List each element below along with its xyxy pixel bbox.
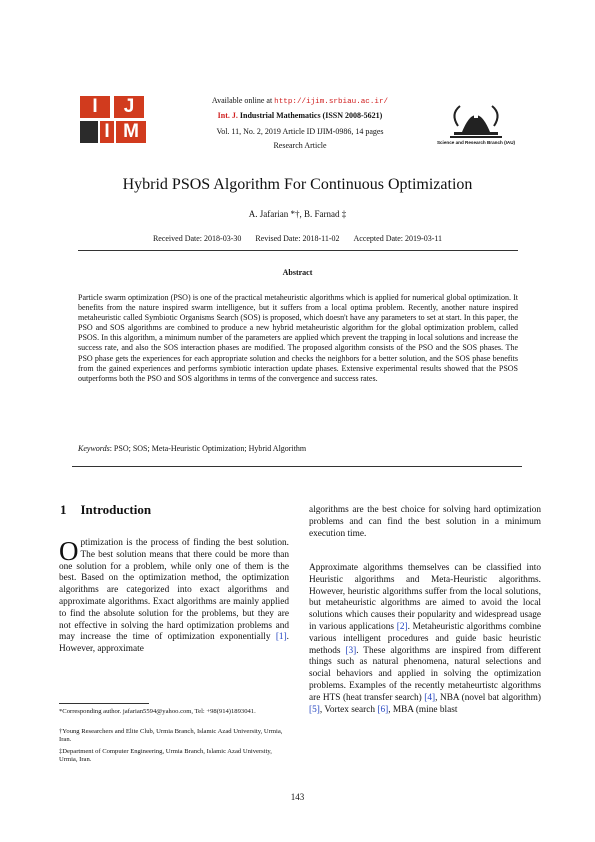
keywords-label: Keywords <box>78 444 110 453</box>
divider-top <box>78 250 518 251</box>
footnote-rule <box>59 703 149 704</box>
journal-url-link[interactable]: http://ijim.srbiau.ac.ir/ <box>274 98 389 106</box>
logo-letter-i2: I <box>100 121 114 143</box>
keywords-list: : PSO; SOS; Meta-Heuristic Optimization; Hybrid Algorithm <box>109 444 307 453</box>
volume-line: Vol. 11, No. 2, 2019 Article ID IJIM-0986, 14 pages <box>216 127 384 136</box>
dropcap: O <box>59 536 79 566</box>
section-title: Introduction <box>80 502 152 517</box>
citation-link[interactable]: [5] <box>309 704 320 715</box>
availability-line <box>150 96 450 107</box>
logo-letter-m: M <box>116 121 146 143</box>
intro-paragraph-left: Optimization is the process of finding the best solution. The best solution means that there could be more than one solution for a problem, while only one of them is the best. Based on the optimization method, the optimization algorithms are categorized into exact algorithms and approximate algorithms. Exact algorithms are mainly applied to find the absolute solution for the problems, but they are not effective in solving the hard optimization problems and may increase the time of optimization exponentially [1]. However, approximate <box>59 536 289 655</box>
article-type: Research Article <box>273 141 327 150</box>
intro-paragraph-right-1: algorithms are the best choice for solving hard optimization problems and can find the best solution in a minimum execution time. <box>309 505 541 539</box>
authors: A. Jafarian *†, B. Farnad ‡ <box>248 209 347 219</box>
ijim-logo <box>80 96 152 146</box>
abstract-heading: Abstract <box>282 268 313 277</box>
logo-letter-i: I <box>80 96 110 118</box>
section-number: 1 <box>60 502 67 517</box>
page-number: 143 <box>290 792 305 802</box>
citation-link[interactable]: [6] <box>377 704 389 715</box>
footnote-corresponding: *Corresponding author. jafarian5594@yahoo.com, Tel: +98(914)1893041. <box>59 708 256 715</box>
dates-line <box>60 234 535 244</box>
citation-link[interactable]: [1] <box>275 632 287 643</box>
journal-name: Int. J. Industrial Mathematics (ISSN 2008-5621) <box>217 111 383 120</box>
university-logo-caption: Science and Research Branch (IAU) <box>436 140 516 145</box>
section-heading <box>60 502 151 518</box>
available-prefix: Available online at <box>211 96 273 105</box>
logo-letter-j: J <box>114 96 144 118</box>
footnote-affiliation-1: †Young Researchers and Elite Club, Urmia Branch, Islamic Azad University, Urmia, Iran. <box>59 728 283 744</box>
revised-date: Revised Date: 2018-11-02 <box>255 234 340 243</box>
paper-title: Hybrid PSOS Algorithm For Continuous Optimization <box>122 176 473 193</box>
citation-link[interactable]: [2] <box>396 621 408 632</box>
university-logo <box>436 96 516 152</box>
footnote-affiliation-2: ‡Department of Computer Engineering, Urmia Branch, Islamic Azad University, Urmia, Iran. <box>59 748 272 764</box>
citation-link[interactable]: [3] <box>345 645 357 656</box>
citation-link[interactable]: [4] <box>424 692 436 703</box>
university-emblem-icon <box>436 96 516 140</box>
divider-bottom <box>72 466 522 467</box>
accepted-date: Accepted Date: 2019-03-11 <box>353 234 443 243</box>
logo-emblem <box>80 121 98 143</box>
intro-paragraph-right-2: Approximate algorithms themselves can be classified into Heuristic algorithms and Meta-Heuristic algorithms. However, heuristic algorithms suffer from the local solutions, but metaheuristic algorithms are aimed to avoid the local solutions which causes their popularity and widespread usage in various applications [2]. Metaheuristic algorithms combine various intelligent procedures and guide basic heuristic methods [3]. These algorithms are inspired from different things such as natural phenomena, natural selections and social behaviors and applied in solving the optimization problems. Examples of the recently metaheurtistc algorithms are HTS (heat transfer search) [4], NBA (novel bat algorithm) [5], Vortex search [6], MBA (mine blast <box>309 563 541 715</box>
keywords <box>78 444 518 454</box>
abstract-text: Particle swarm optimization (PSO) is one of the practical metaheuristic algorithms which is applied for numerical global optimization. It benefits from the nature inspired swarm intelligence, but it suffers from a local optima problem. Recently, another nature inspired metaheuristic called Symbiotic Organisms Search (SOS) is proposed, which doesn't have any parameters to set at start. In this paper, the PSO and SOS algorithms are combined to produce a new hybrid metaheuristic algorithm for the global optimization problem, called PSOS. In this algorithm, a minimum number of the parameters are applied which prevent the trapping in local solutions and increase the success rate, and also the SOS interaction phases are modified. The proposed algorithm consists of the PSO and the SOS phases. The PSO phase gets the experiences for each appropriate solution and checks the neighbors for a better solution, and the SOS phase benefits from the gained experiences and performs symbiotic interaction update phases. Extensive experimental results showed that the PSOS outperforms both the PSO and SOS algorithms in terms of the convergence and success rates. <box>78 293 518 383</box>
received-date: Received Date: 2018-03-30 <box>152 234 242 243</box>
